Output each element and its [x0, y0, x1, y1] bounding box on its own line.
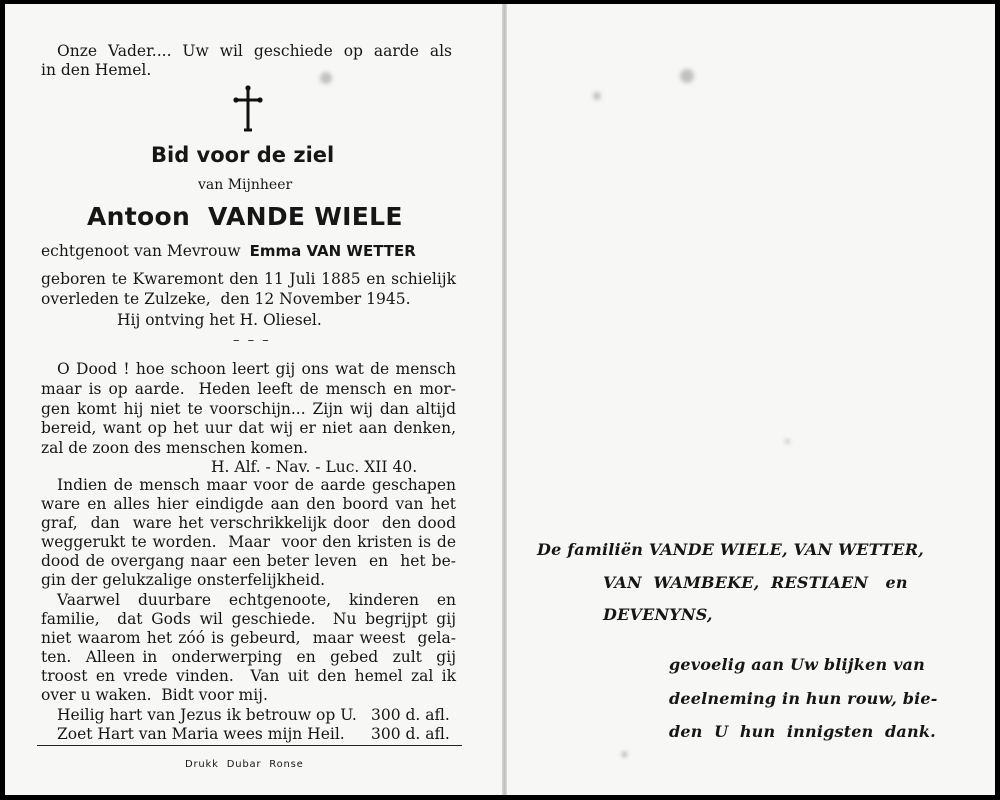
thanks-line-5: deelneming in hun rouw, bie-	[669, 689, 938, 708]
left-panel	[5, 4, 502, 795]
spouse-prefix: echtgenoot van Mevrouw	[41, 242, 241, 260]
indulgence-1-text: Heilig hart van Jezus ik betrouw op U.	[57, 706, 357, 724]
spouse-name: Emma VAN WETTER	[249, 242, 416, 260]
body-line: niet waarom het zóó is gebeurd, maar weest gela-	[41, 629, 456, 647]
body-line: over u waken. Bidt voor mij.	[41, 686, 268, 704]
thanks-line-1: De familiën VANDE WIELE, VAN WETTER,	[537, 540, 924, 559]
body-line: O Dood ! hoe schoon leert gij ons wat de mensch	[57, 360, 456, 378]
death-line: overleden te Zulzeke, den 12 November 1945.	[41, 290, 411, 308]
prayer-line-1: Onze Vader.... Uw wil geschiede op aarde als	[57, 42, 452, 60]
indulgence-2-text: Zoet Hart van Maria wees mijn Heil.	[57, 725, 345, 743]
body-line: ten. Alleen in onderwerping en gebed zult gij	[41, 648, 456, 666]
indulgence-1-amount: 300 d. afl.	[371, 706, 450, 724]
body-line: gen komt hij niet te voorschijn... Zijn wij dan altijd	[41, 400, 456, 418]
body-line: bereid, want op het uur dat wij er niet aan denken,	[41, 419, 456, 437]
sacrament-line: Hij ontving het H. Oliesel.	[117, 311, 322, 329]
printer-credit: Drukk Dubar Ronse	[185, 759, 304, 770]
body-line: troost en vrede vinden. Van uit den hemel zal ik	[41, 667, 456, 685]
body-line: gin der gelukzalige onsterfelijkheid.	[41, 571, 326, 589]
heading-bid: Bid voor de ziel	[151, 143, 335, 167]
body-line: Indien de mensch maar voor de aarde geschapen	[57, 476, 456, 494]
spouse-line	[41, 242, 416, 260]
citation: H. Alf. - Nav. - Luc. XII 40.	[211, 458, 418, 476]
van-mijnheer: van Mijnheer	[198, 177, 293, 193]
prayer-line-2: in den Hemel.	[41, 61, 152, 79]
thanks-line-4: gevoelig aan Uw blijken van	[669, 655, 925, 674]
thanks-line-2: VAN WAMBEKE, RESTIAEN en	[603, 573, 908, 592]
memorial-card	[5, 4, 995, 795]
right-panel	[507, 4, 995, 795]
body-line: ware en alles hier eindigde aan den boord van het	[41, 495, 456, 513]
deceased-name: Antoon VANDE WIELE	[87, 202, 403, 231]
indulgence-2-amount: 300 d. afl.	[371, 725, 450, 743]
body-line: graf, dan ware het verschrikkelijk door den dood	[41, 514, 456, 532]
thanks-line-6: den U hun innigsten dank.	[669, 722, 936, 741]
divider: – – –	[233, 333, 271, 348]
body-line: Vaarwel duurbare echtgenoote, kinderen en	[57, 591, 456, 609]
birth-line: geboren te Kwaremont den 11 Juli 1885 en schielijk	[41, 270, 456, 288]
cross-icon	[233, 84, 263, 134]
body-line: maar is op aarde. Heden leeft de mensch en mor-	[41, 380, 456, 398]
bottom-rule	[37, 745, 462, 746]
thanks-line-3: DEVENYNS,	[603, 605, 713, 624]
body-line: zal de zoon des menschen komen.	[41, 439, 309, 457]
body-line: familie, dat Gods wil geschiede. Nu begrijpt gij	[41, 610, 456, 628]
body-line: dood de overgang naar een beter leven en het be-	[41, 552, 456, 570]
body-line: weggerukt te worden. Maar voor den kristen is de	[41, 533, 456, 551]
